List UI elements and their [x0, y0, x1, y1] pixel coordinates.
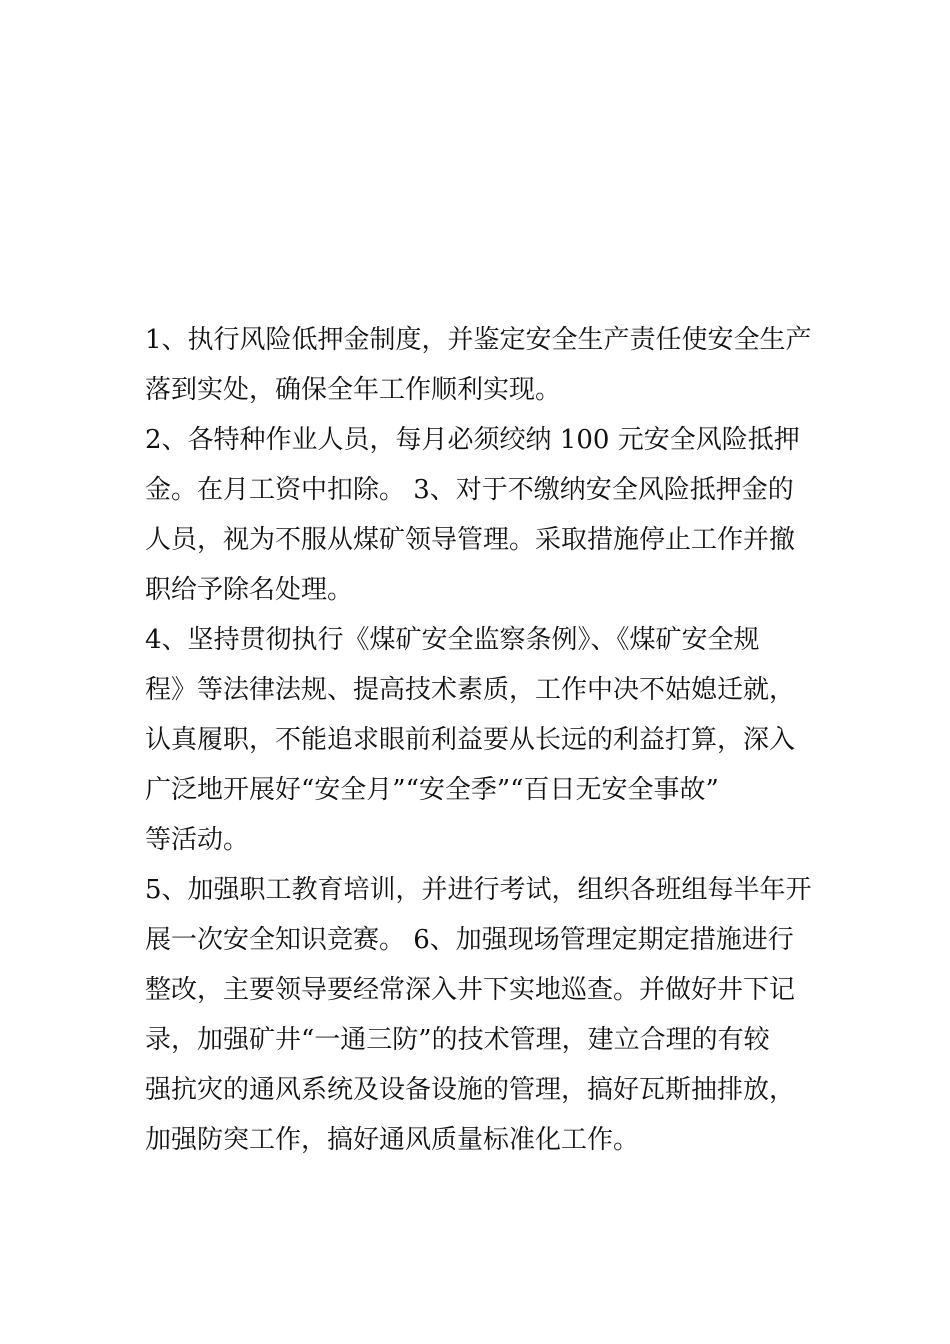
text-line-3: 2、各特种作业人员，每月必须绞纳 100 元安全风险抵押 — [145, 425, 800, 455]
text-line-5: 人员，视为不服从煤矿领导管理。采取措施停止工作并撤 — [145, 525, 796, 555]
text-line-9: 认真履职，不能追求眼前利益要从长远的利益打算，深入 — [145, 725, 796, 755]
text-line-7: 4、坚持贯彻执行《煤矿安全监察条例》、《煤矿安全规 — [145, 625, 760, 655]
text-line-1: 1、执行风险低押金制度，并鉴定安全生产责任使安全生产 — [145, 325, 812, 355]
text-line-6: 职给予除名处理。 — [145, 575, 354, 605]
document-body — [145, 315, 812, 1165]
text-line-14: 整改，主要领导要经常深入井下实地巡查。并做好井下记 — [145, 975, 796, 1005]
text-line-12: 5、加强职工教育培训，并进行考试，组织各班组每半年开 — [145, 875, 812, 905]
text-line-15: 录，加强矿井“一通三防”的技术管理，建立合理的有较 — [145, 1025, 770, 1055]
text-line-2: 落到实处，确保全年工作顺利实现。 — [145, 375, 562, 405]
text-line-4: 金。在月工资中扣除。 3、对于不缴纳安全风险抵押金的 — [145, 475, 794, 505]
text-line-16: 强抗灾的通风系统及设备设施的管理，搞好瓦斯抽排放， — [145, 1075, 796, 1105]
text-line-10: 广泛地开展好“安全月”“安全季”“百日无安全事故” — [145, 775, 719, 805]
text-line-17: 加强防突工作，搞好通风质量标准化工作。 — [145, 1125, 640, 1155]
text-line-13: 展一次安全知识竞赛。 6、加强现场管理定期定措施进行 — [145, 925, 794, 955]
text-line-11: 等活动。 — [145, 825, 250, 855]
text-line-8: 程》等法律法规、提高技术素质，工作中决不姑媳迁就， — [145, 675, 796, 705]
